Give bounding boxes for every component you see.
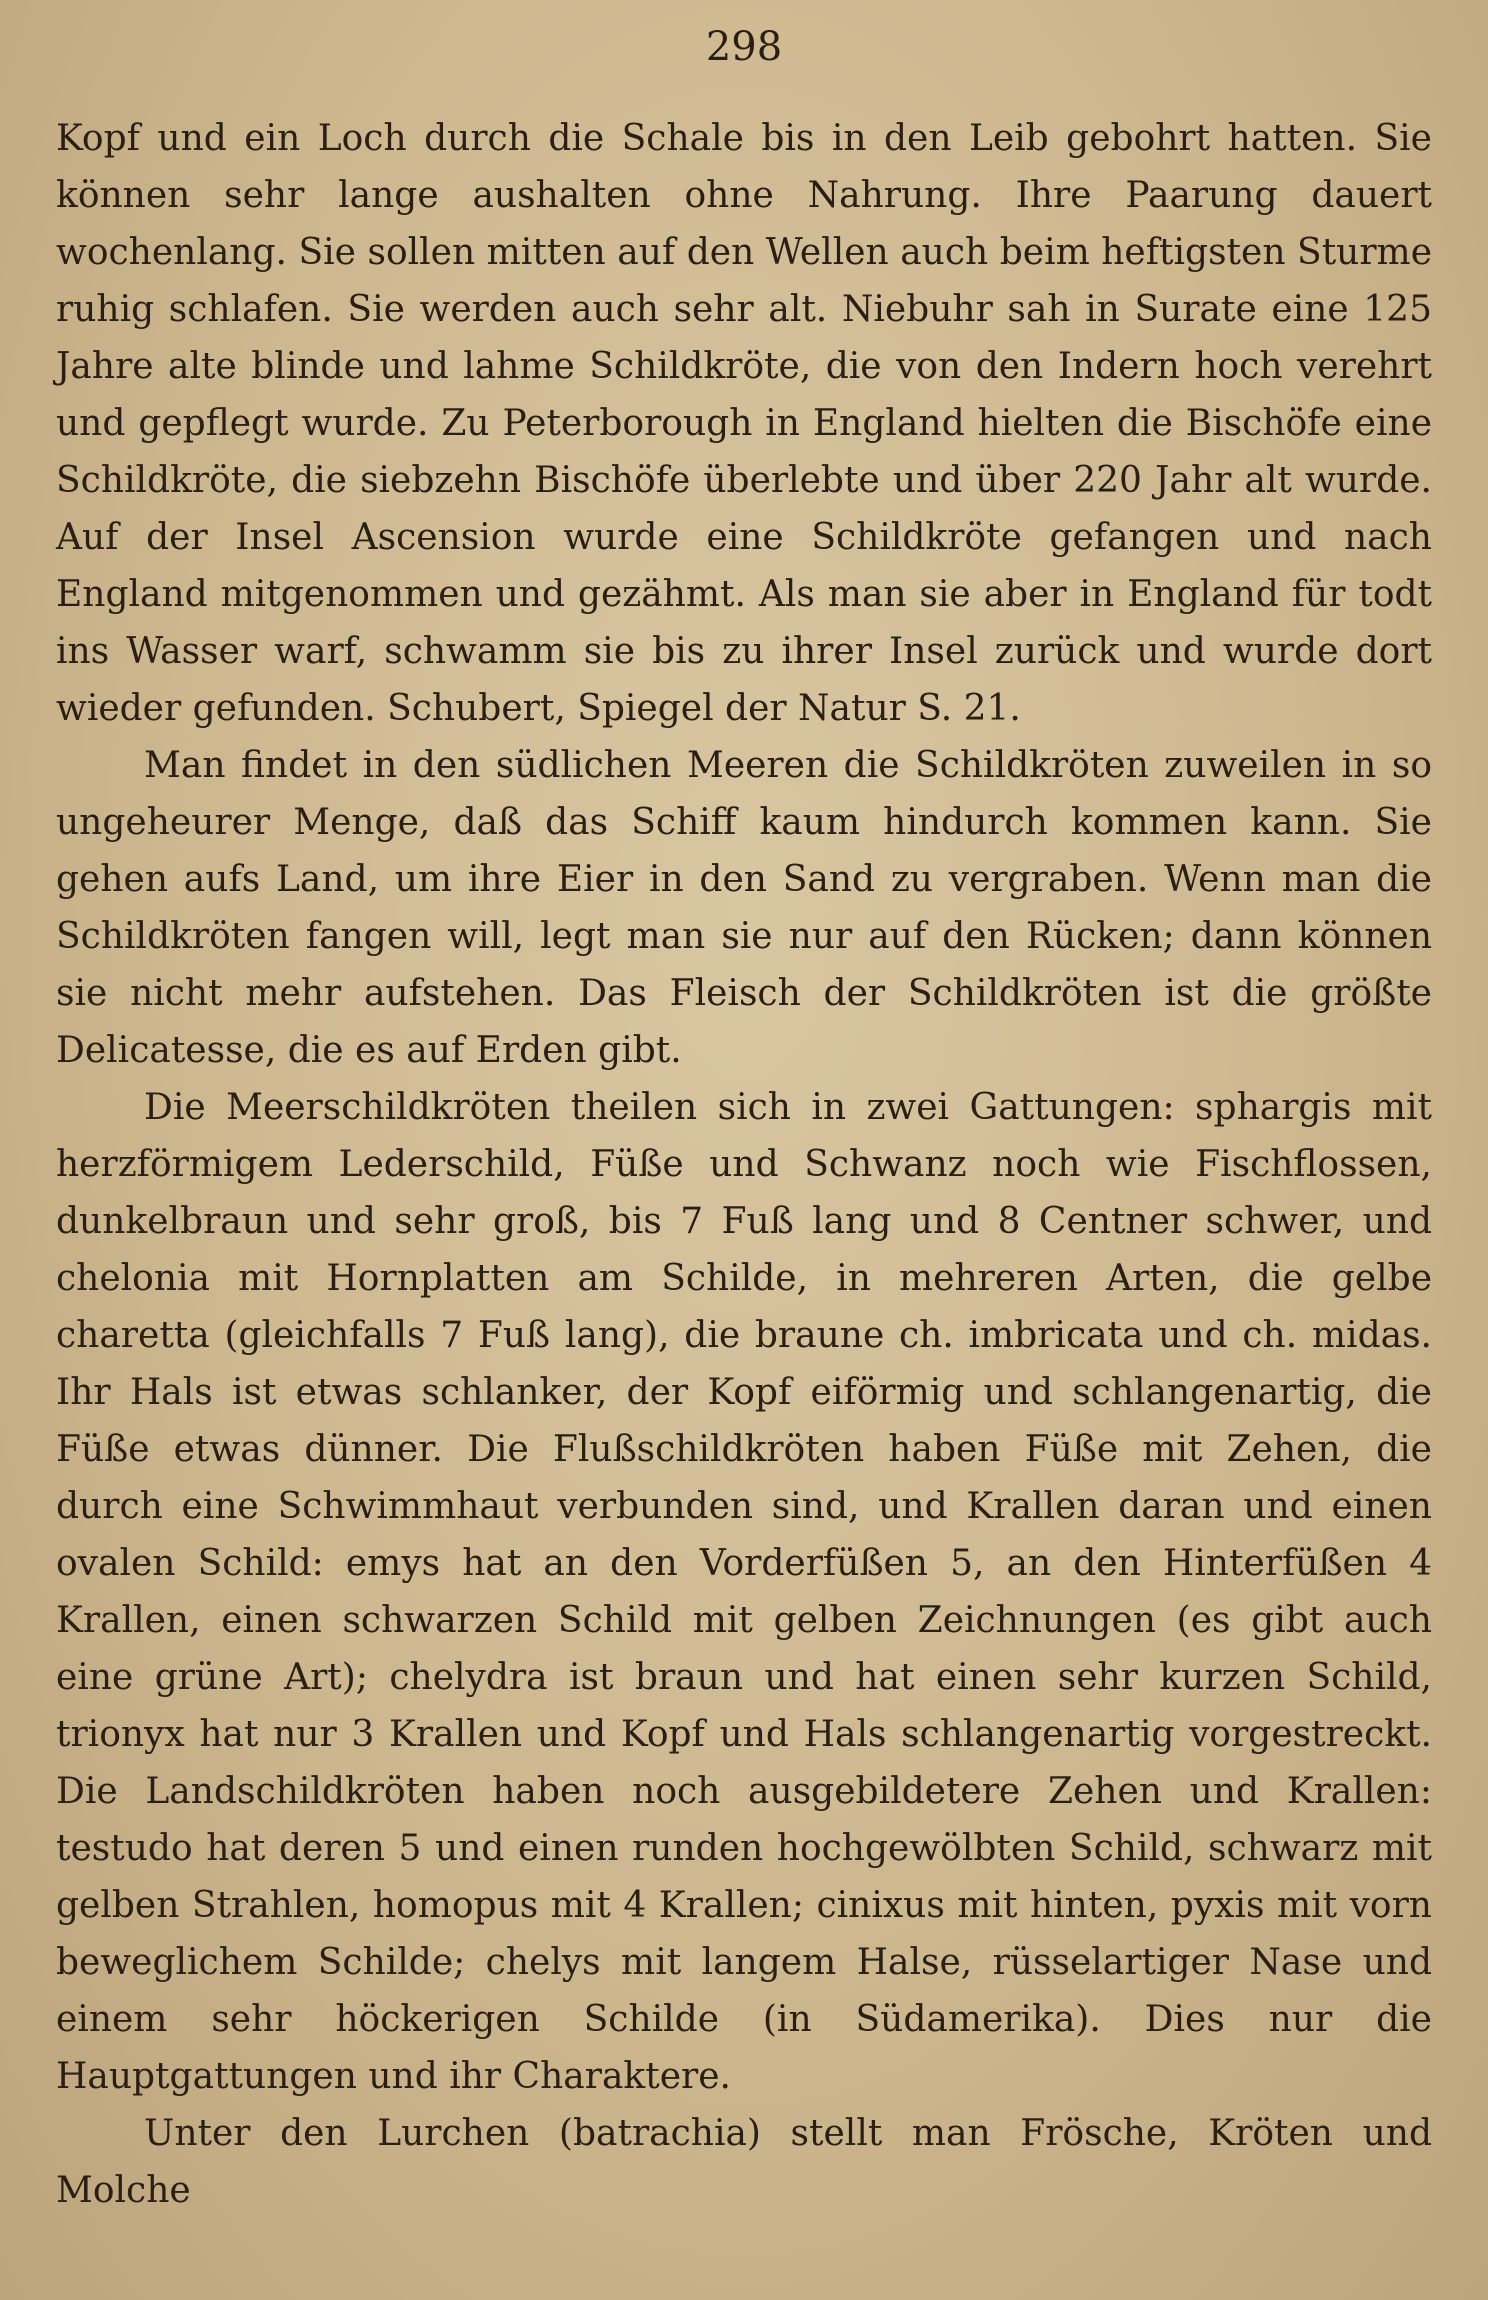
- paragraph-3: Die Meerschildkröten theilen sich in zwei Gattungen: sphargis mit herzförmigem Lederschild, Füße und Schwanz noch wie Fischflossen, dunkelbraun und sehr groß, bis 7 Fuß lang und 8 Centner schwer, und chelonia mit Hornplatten am Schilde, in mehreren Arten, die gelbe charetta (gleichfalls 7 Fuß lang), die braune ch. imbricata und ch. midas. Ihr Hals ist etwas schlanker, der Kopf eiförmig und schlangenartig, die Füße etwas dünner. Die Flußschildkröten haben Füße mit Zehen, die durch eine Schwimmhaut verbunden sind, und Krallen daran und einen ovalen Schild: emys hat an den Vorderfüßen 5, an den Hinterfüßen 4 Krallen, einen schwarzen Schild mit gelben Zeichnungen (es gibt auch eine grüne Art); chelydra ist braun und hat einen sehr kurzen Schild, trionyx hat nur 3 Krallen und Kopf und Hals schlangenartig vorgestreckt. Die Landschildkröten haben noch ausgebildetere Zehen und Krallen: testudo hat deren 5 und einen runden hochgewölbten Schild, schwarz mit gelben Strahlen, homopus mit 4 Krallen; cinixus mit hinten, pyxis mit vorn beweglichem Schilde; chelys mit langem Halse, rüsselartiger Nase und einem sehr höckerigen Schilde (in Südamerika). Dies nur die Hauptgattungen und ihr Charaktere.: [56, 1087, 1432, 2097]
- paragraph-2: Man findet in den südlichen Meeren die Schildkröten zuweilen in so ungeheurer Menge, daß das Schiff kaum hindurch kommen kann. Sie gehen aufs Land, um ihre Eier in den Sand zu vergraben. Wenn man die Schildkröten fangen will, legt man sie nur auf den Rücken; dann können sie nicht mehr aufstehen. Das Fleisch der Schildkröten ist die größte Delicatesse, die es auf Erden gibt.: [56, 745, 1432, 1071]
- page-body: [56, 110, 1432, 2219]
- page-number: 298: [705, 24, 783, 70]
- paragraph-1: Kopf und ein Loch durch die Schale bis in den Leib gebohrt hatten. Sie können sehr lange aushalten ohne Nahrung. Ihre Paarung dauert wochenlang. Sie sollen mitten auf den Wellen auch beim heftigsten Sturme ruhig schlafen. Sie werden auch sehr alt. Niebuhr sah in Surate eine 125 Jahre alte blinde und lahme Schildkröte, die von den Indern hoch verehrt und gepflegt wurde. Zu Peterborough in England hielten die Bischöfe eine Schildkröte, die siebzehn Bischöfe überlebte und über 220 Jahr alt wurde. Auf der Insel Ascension wurde eine Schildkröte gefangen und nach England mitgenommen und gezähmt. Als man sie aber in England für todt ins Wasser warf, schwamm sie bis zu ihrer Insel zurück und wurde dort wieder gefunden. Schubert, Spiegel der Natur S. 21.: [56, 118, 1432, 729]
- paragraph-4: Unter den Lurchen (batrachia) stellt man Frösche, Kröten und Molche: [56, 2113, 1432, 2211]
